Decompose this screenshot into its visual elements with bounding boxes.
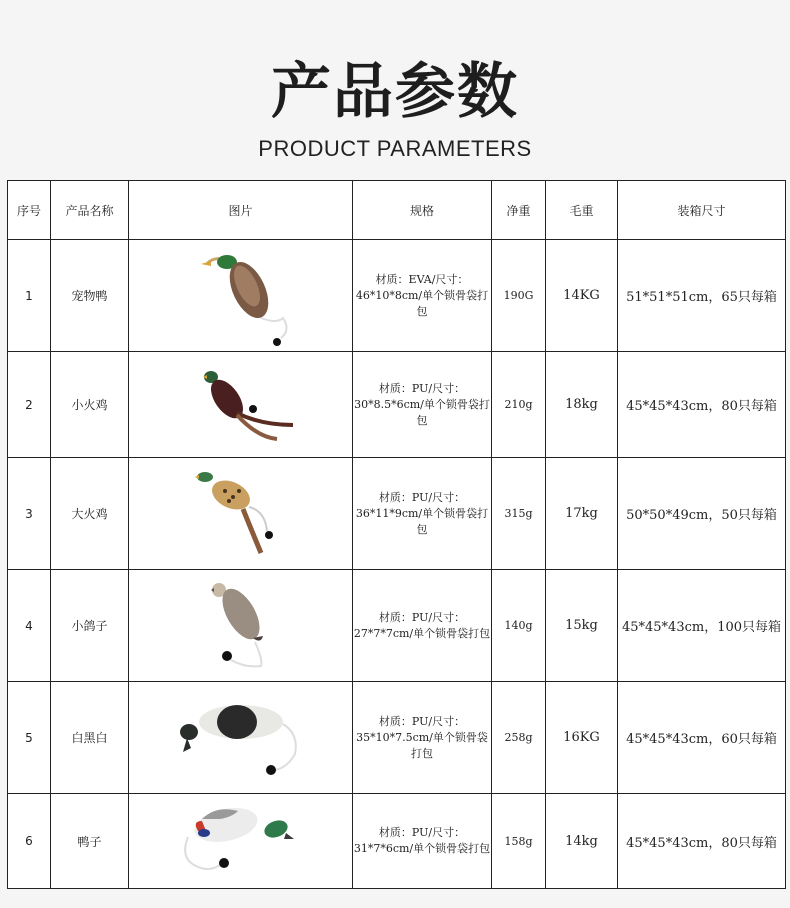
header-index: 序号 xyxy=(8,181,51,240)
table-row xyxy=(8,240,786,352)
row-gross-weight: 14kg xyxy=(546,794,618,889)
white-duck-decoy-icon xyxy=(176,801,306,881)
spotted-pheasant-decoy-icon xyxy=(181,469,301,559)
table-header-row xyxy=(8,181,786,240)
table-row xyxy=(8,794,786,889)
row-gross-weight: 14KG xyxy=(546,240,618,352)
row-net-weight: 258g xyxy=(492,682,546,794)
row-index: 2 xyxy=(8,352,51,458)
row-box-size: 50*50*49cm，50只每箱 xyxy=(618,458,786,570)
row-image xyxy=(129,352,353,458)
row-box-size: 45*45*43cm，60只每箱 xyxy=(618,682,786,794)
row-index: 5 xyxy=(8,682,51,794)
row-name: 鸭子 xyxy=(51,794,129,889)
row-box-size: 45*45*43cm，100只每箱 xyxy=(618,570,786,682)
black-white-duck-decoy-icon xyxy=(171,698,311,778)
row-box-size: 51*51*51cm，65只每箱 xyxy=(618,240,786,352)
pheasant-decoy-icon xyxy=(181,365,301,445)
product-parameters-table xyxy=(7,180,786,889)
row-gross-weight: 18kg xyxy=(546,352,618,458)
table-row xyxy=(8,352,786,458)
header-gross-weight: 毛重 xyxy=(546,181,618,240)
row-name: 白黑白 xyxy=(51,682,129,794)
row-name: 大火鸡 xyxy=(51,458,129,570)
row-image xyxy=(129,794,353,889)
row-gross-weight: 15kg xyxy=(546,570,618,682)
table-row xyxy=(8,458,786,570)
row-name: 小鸽子 xyxy=(51,570,129,682)
page-title-cn: 产品参数 xyxy=(271,57,519,127)
table-row xyxy=(8,682,786,794)
row-gross-weight: 16KG xyxy=(546,682,618,794)
row-spec: 材质：PU/尺寸：36*11*9cm/单个锁骨袋打包 xyxy=(353,458,492,570)
header-net-weight: 净重 xyxy=(492,181,546,240)
row-net-weight: 140g xyxy=(492,570,546,682)
row-image xyxy=(129,570,353,682)
pigeon-decoy-icon xyxy=(181,580,301,672)
row-net-weight: 190G xyxy=(492,240,546,352)
row-box-size: 45*45*43cm，80只每箱 xyxy=(618,794,786,889)
page-title-en: PRODUCT PARAMETERS xyxy=(258,136,532,161)
row-image xyxy=(129,682,353,794)
row-gross-weight: 17kg xyxy=(546,458,618,570)
row-spec: 材质：PU/尺寸：35*10*7.5cm/单个锁骨袋打包 xyxy=(353,682,492,794)
row-box-size: 45*45*43cm，80只每箱 xyxy=(618,352,786,458)
row-index: 6 xyxy=(8,794,51,889)
row-net-weight: 210g xyxy=(492,352,546,458)
row-spec: 材质：EVA/尺寸：46*10*8cm/单个锁骨袋打包 xyxy=(353,240,492,352)
row-image xyxy=(129,240,353,352)
header-image: 图片 xyxy=(129,181,353,240)
row-index: 3 xyxy=(8,458,51,570)
table-row xyxy=(8,570,786,682)
row-spec: 材质：PU/尺寸：31*7*6cm/单个锁骨袋打包 xyxy=(353,794,492,889)
row-spec: 材质：PU/尺寸：27*7*7cm/单个锁骨袋打包 xyxy=(353,570,492,682)
mallard-duck-decoy-icon xyxy=(181,244,301,348)
row-name: 小火鸡 xyxy=(51,352,129,458)
row-image xyxy=(129,458,353,570)
header-spec: 规格 xyxy=(353,181,492,240)
row-net-weight: 158g xyxy=(492,794,546,889)
row-net-weight: 315g xyxy=(492,458,546,570)
row-spec: 材质：PU/尺寸：30*8.5*6cm/单个锁骨袋打包 xyxy=(353,352,492,458)
header-name: 产品名称 xyxy=(51,181,129,240)
header-box-size: 装箱尺寸 xyxy=(618,181,786,240)
row-name: 宠物鸭 xyxy=(51,240,129,352)
row-index: 1 xyxy=(8,240,51,352)
row-index: 4 xyxy=(8,570,51,682)
